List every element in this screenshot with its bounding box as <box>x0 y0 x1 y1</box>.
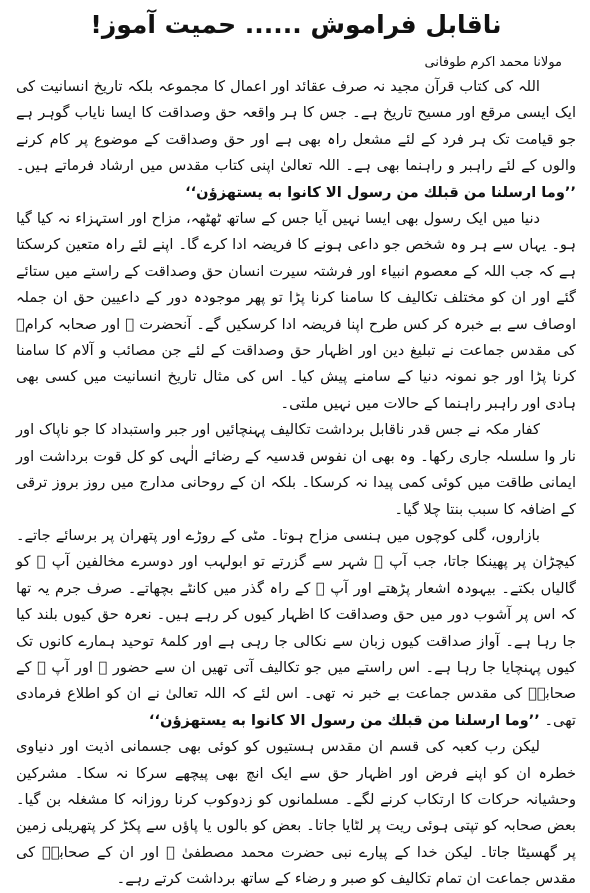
article-author: مولانا محمد اکرم طوفانی <box>424 55 562 70</box>
paragraph-4 <box>16 523 576 734</box>
paragraph-2: دنیا میں ایک رسول بھی ایسا نہیں آیا جس کے ساتھ ٹھٹھہ، مزاح اور استہزاء نہ کیا گیا ہو۔ یہاں سے ہر وہ شخص جو داعی ہونے کا فریضہ ادا کرے گا۔ اپنے لئے راہ متعین کرسکتا ہے کہ جب اللہ کے معصوم انبیاء اور فرشتہ سیرت انسان حق وصداقت کے راستے میں ستائے گئے اور ان کو مختلف تکالیف کا سامنا کرنا پڑا تو پھر موجودہ دور کے داعیین حق ان جملہ اوصاف سے بے خبرہ کر کس طرح اپنا فریضہ ادا کرسکیں گے۔ آنحضرت ﷺ اور صحابہ کرامؓ کی مقدس جماعت نے تبلیغ دین اور اظہار حق وصداقت کے لئے جن مصائب و آلام کا سامنا کرنا پڑا اور جو نمونہ دنیا کے سامنے پیش کیا۔ اس کی مثال تاریخ انسانیت میں کسی بھی ہادی اور راہبر راہنما کے حالات میں نہیں ملتی۔ <box>16 210 576 412</box>
paragraph-4-text: بازاروں، گلی کوچوں میں ہنسی مزاح ہوتا۔ مٹی کے روڑے اور پتھران پر برسائے جاتے۔ کیچڑان پر پھینکا جاتا، جب آپ ﷺ شہر سے گزرتے تو ابولہب اور دوسرے مخالفین آپ ﷺ کو گالیاں بکتے۔ بیہودہ اشعار پڑھتے اور آپ ﷺ کے راہ گذر میں کانٹے بچھاتے۔ صرف جرم یہ تھا کہ اس پر آشوب دور میں حق وصداقت کا اظہار کیوں کر رہے ہیں۔ نعرہ حق کیوں بلند کیا جا رہا ہے۔ آواز صداقت کیوں زبان سے نکالی جا رہی ہے اور کلمۂ توحید ہمارے کانوں تک کیوں پہنچایا جا رہا ہے۔ اس راستے میں جو تکالیف آتی تھیں ان سے حضور ﷺ اور آپ ﷺ کے صحابہؓ کی مقدس جماعت بے خبر نہ تھی۔ اس لئے کہ اللہ تعالیٰ نے ان کو اطلاع فرمادی تھی۔ <box>16 526 576 729</box>
quran-verse-2: ’’وما ارسلنا من قبلك من رسول الا كانوا به يستهزؤن‘‘ <box>148 711 540 729</box>
article-title: ناقابل فراموش ...... حمیت آموز! <box>90 10 502 39</box>
paragraph-1 <box>16 74 576 206</box>
paragraph-1-text: اللہ کی کتاب قرآن مجید نہ صرف عقائد اور اعمال کا مجموعہ بلکہ تاریخ انسانیت کی ایک ایسی مرقع اور مسیح تاریخ ہے۔ جس کا ہر واقعہ حق وصداقت کا ایسا نایاب گوہر ہے جو قیامت تک ہر فرد کے لئے مشعل راہ بھی ہے اور حق وصداقت کے موضوع پر کام کرنے والوں کے لئے راہبر و راہنما بھی ہے۔ اللہ تعالیٰ اپنی کتاب مقدس میں ارشاد فرماتے ہیں۔ <box>16 78 576 175</box>
quran-verse-1: ’’وما ارسلنا من قبلك من رسول الا كانوا به يستهزؤن‘‘ <box>185 183 576 201</box>
paragraph-3: کفار مکہ نے جس قدر ناقابل برداشت تکالیف پہنچائیں اور جبر واستبداد کا جو ناپاک اور نار وا سلسلہ جاری رکھا۔ وہ بھی ان نفوس قدسیہ کے رضائے الٰہی کو کل قوت برداشت اور ایمانی طاقت میں کوئی کمی پیدا نہ کرسکا۔ بلکہ ان کے روحانی مدارج میں روز بروز ترقی کے اضافہ کا سبب بنتا چلا گیا۔ <box>16 421 576 518</box>
paragraph-5: لیکن رب کعبہ کی قسم ان مقدس ہستیوں کو کوئی بھی جسمانی اذیت اور دنیاوی خطرہ ان کو اپنے فرض اور اظہار حق سے ایک انچ بھی پیچھے سرکا نہ سکا۔ مشرکین وحشیانہ حرکات کا ارتکاب کرنے لگے۔ مسلمانوں کو زدوکوب کرنا روزانہ کا مشغلہ بن گیا۔ بعض صحابہ کو تپتی ہوئی ریت پر لٹایا جاتا۔ بعض کو بالوں یا پاؤں سے پکڑ کر پتھریلی زمین پر گھسیٹا جاتا۔ لیکن خدا کے پیارے نبی حضرت محمد مصطفیٰ ﷺ اور ان کے صحابہؓ کی مقدس جماعت ان تمام تکالیف کو صبر و رضاء کے ساتھ برداشت کرتے رہے۔ <box>16 738 576 888</box>
